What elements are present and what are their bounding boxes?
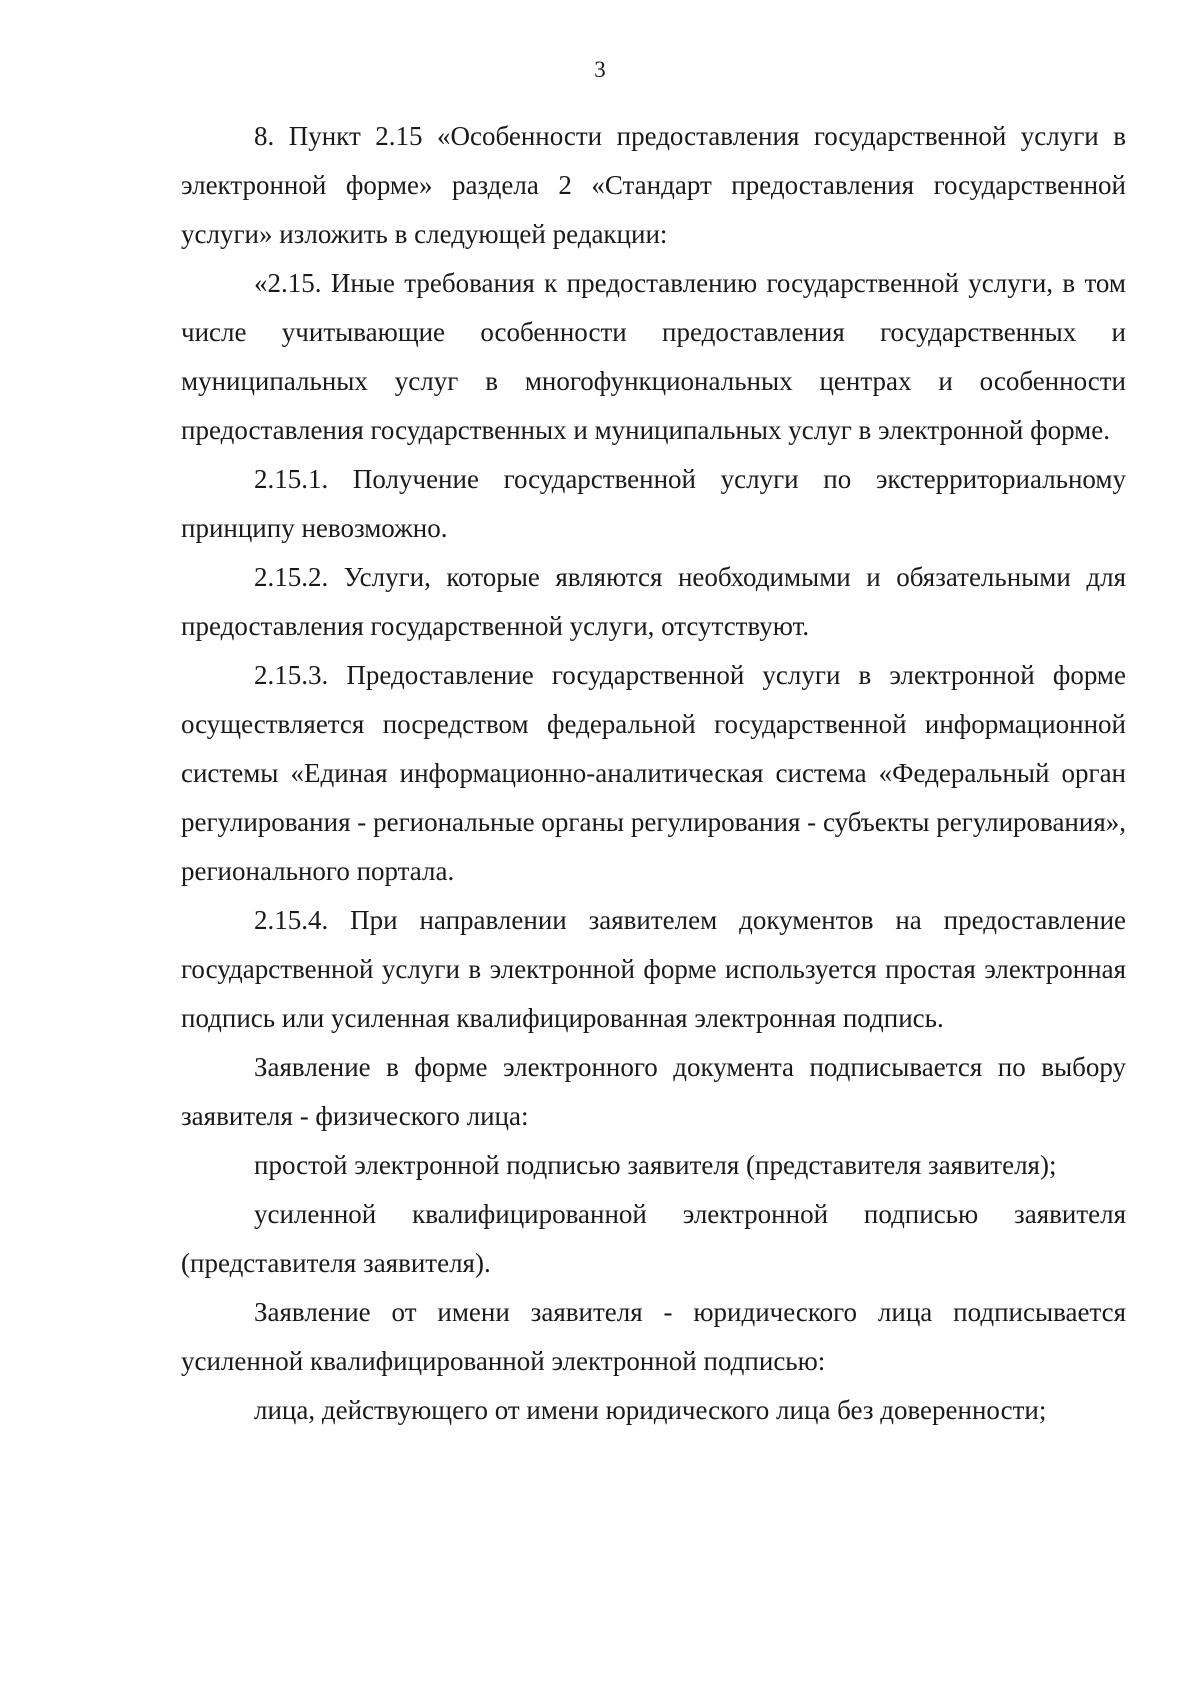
paragraph-individual-signature: Заявление в форме электронного документа подписывается по выбору заявителя - физического лица:	[181, 1052, 1126, 1131]
paragraph-person-without-power-of-attorney: лица, действующего от имени юридического лица без доверенности;	[254, 1395, 1047, 1425]
paragraph-2-15-2: 2.15.2. Услуги, которые являются необходимыми и обязательными для предоставления государственной услуги, отсутствуют.	[181, 562, 1126, 641]
paragraph-2-15-4: 2.15.4. При направлении заявителем документов на предоставление государственной услуги в электронной форме используется простая электронная подпись или усиленная квалифицированная электронная подпись.	[181, 905, 1126, 1033]
paragraph-2-15-3: 2.15.3. Предоставление государственной услуги в электронной форме осуществляется посредством федеральной государственной информационной системы «Единая информационно-аналитическая система «Федеральный орган регулирования - региональные органы регулирования - субъекты регулирования», регионального портала.	[181, 660, 1126, 886]
paragraph-2-15: «2.15. Иные требования к предоставлению государственной услуги, в том числе учитывающие особенности предоставления государственных и муниципальных услуг в многофункциональных центрах и особенности предоставления государственных и муниципальных услуг в электронной форме.	[181, 268, 1126, 445]
page-number: 3	[594, 57, 606, 82]
document-body	[181, 112, 1126, 1435]
paragraph-legal-entity-signature: Заявление от имени заявителя - юридического лица подписывается усиленной квалифицированной электронной подписью:	[181, 1297, 1126, 1376]
paragraph-amendment-8: 8. Пункт 2.15 «Особенности предоставления государственной услуги в электронной форме» раздела 2 «Стандарт предоставления государственной услуги» изложить в следующей редакции:	[181, 121, 1126, 249]
paragraph-qualified-signature: усиленной квалифицированной электронной подписью заявителя (представителя заявителя).	[181, 1199, 1126, 1278]
paragraph-2-15-1: 2.15.1. Получение государственной услуги по экстерриториальному принципу невозможно.	[181, 464, 1126, 543]
paragraph-simple-signature: простой электронной подписью заявителя (представителя заявителя);	[254, 1150, 1057, 1180]
